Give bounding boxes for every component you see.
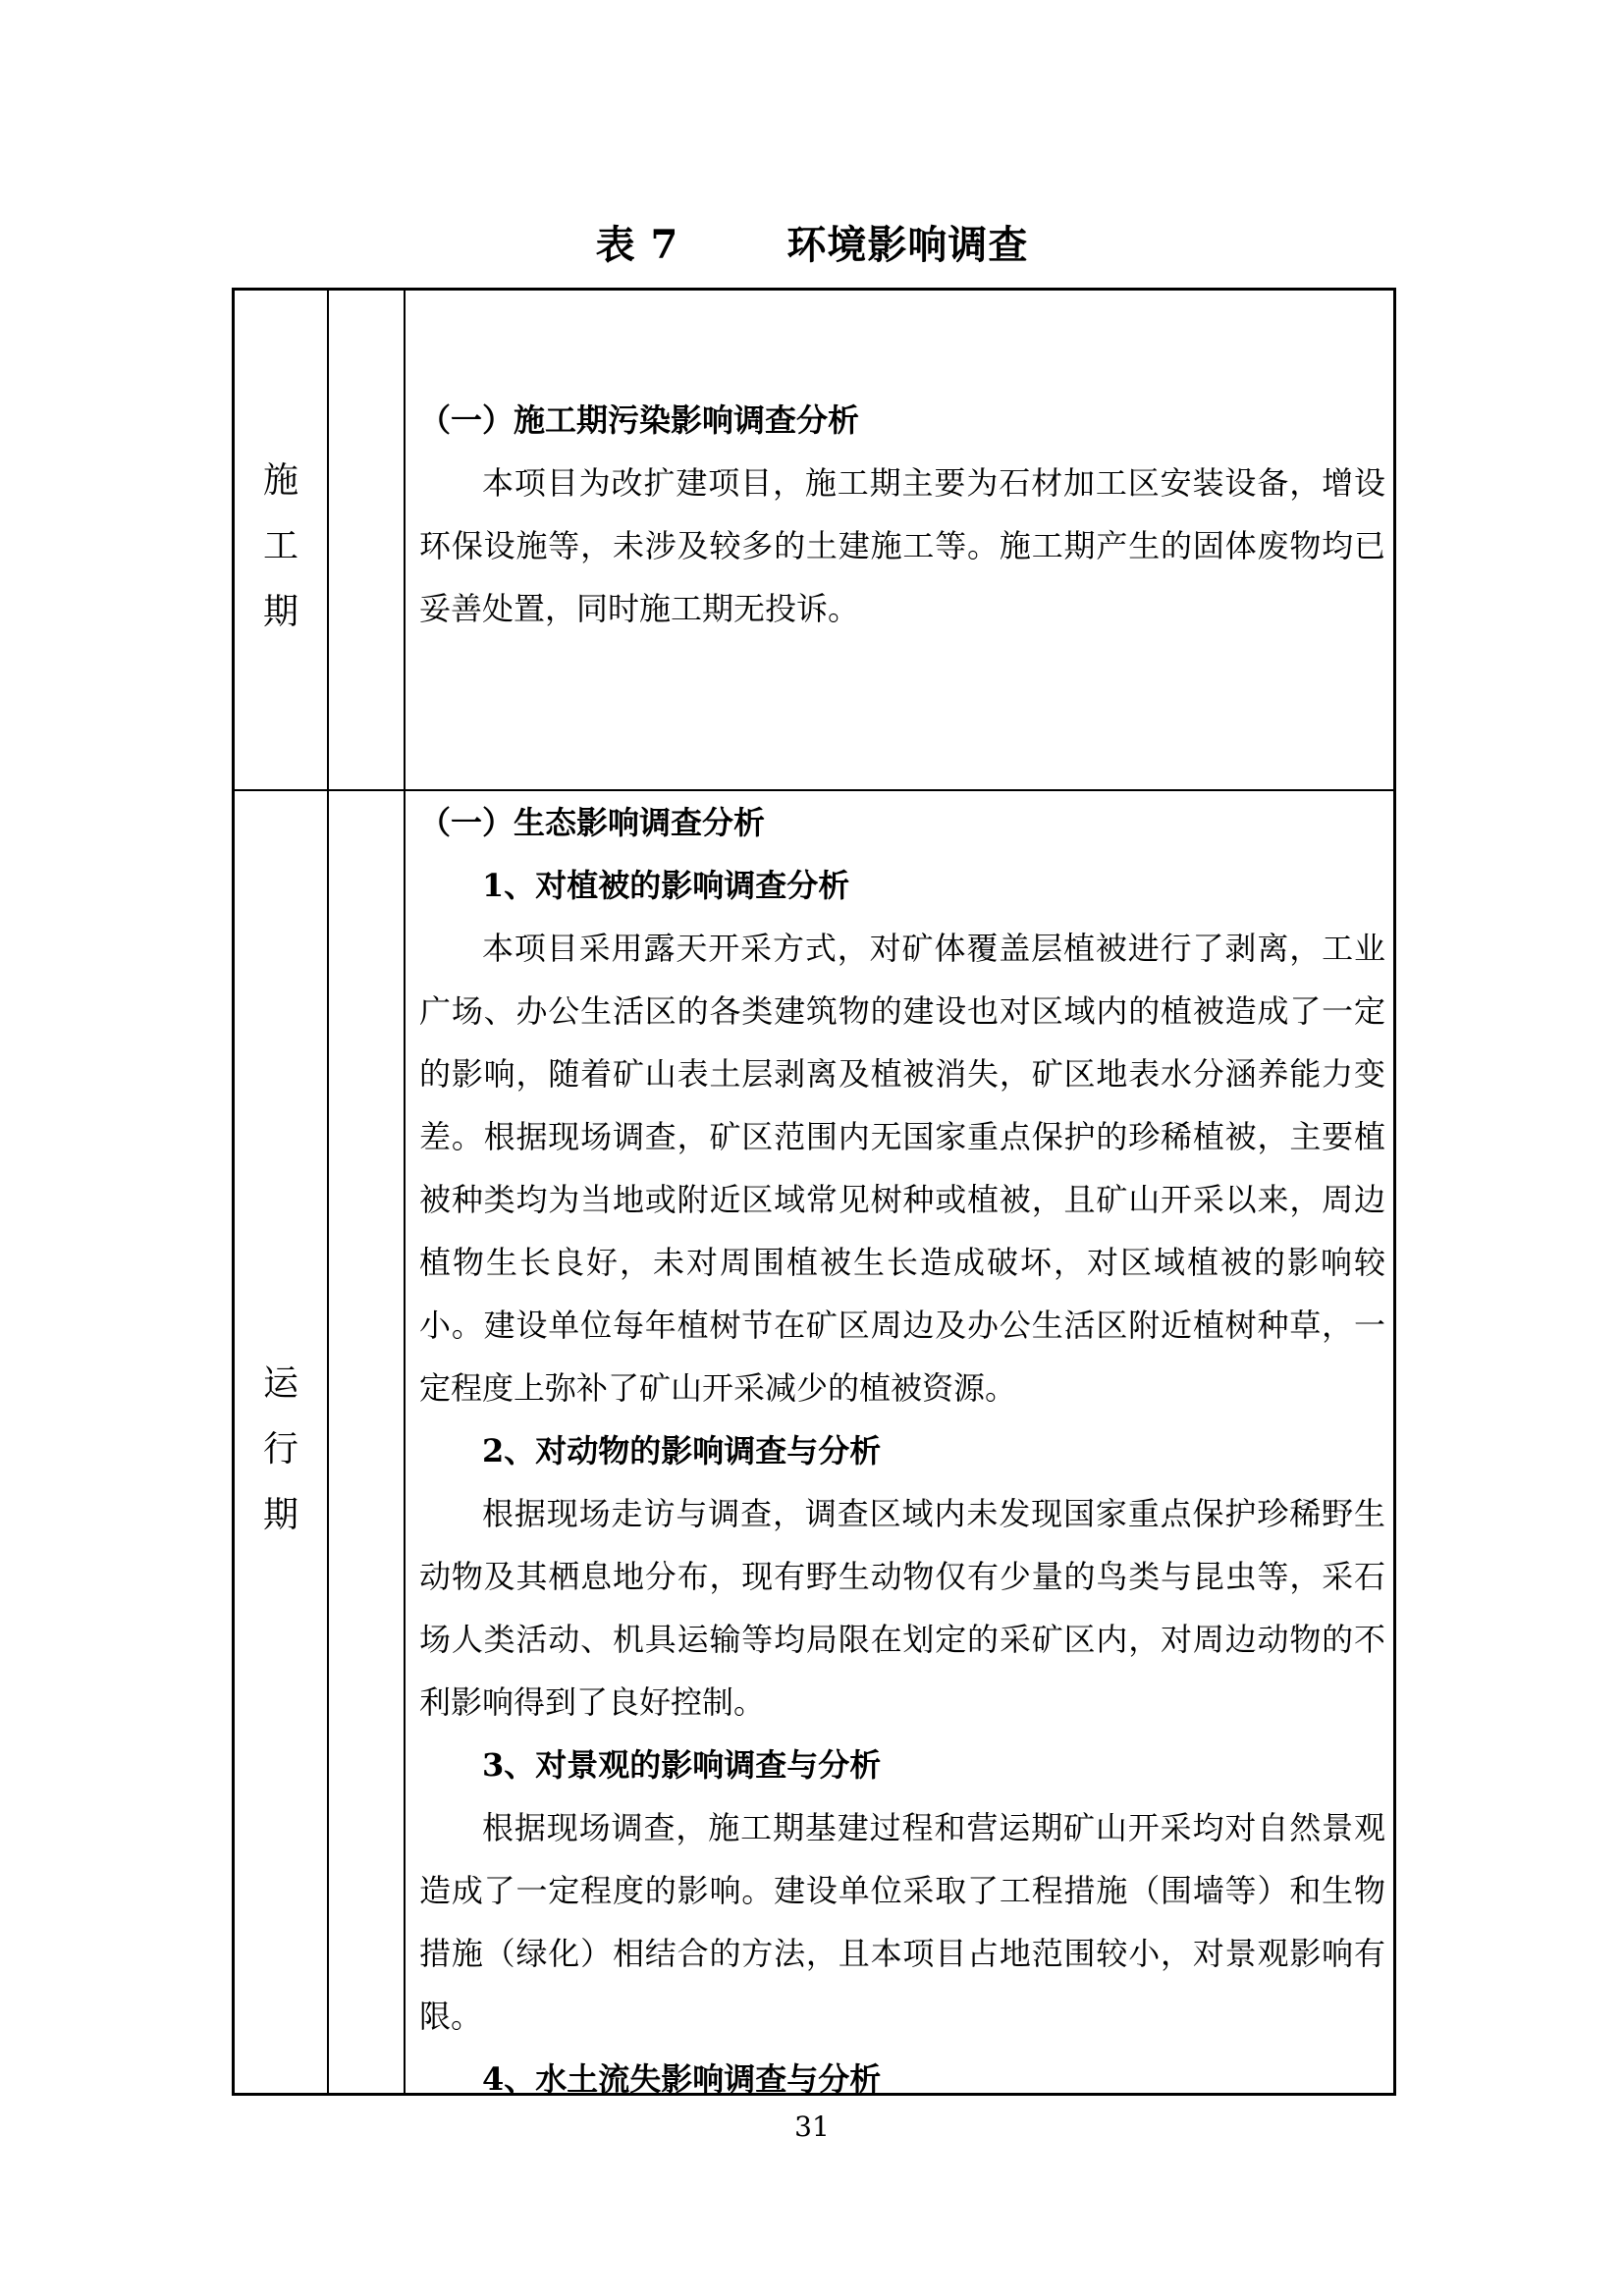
page-number: 31 [794,2110,830,2143]
section-paragraph-animals: 根据现场走访与调查，调查区域内未发现国家重点保护珍稀野生动物及其栖息地分布，现有野生动物仅有少量的鸟类与昆虫等，采石场人类活动、机具运输等均局限在划定的采矿区内，对周边动物的不利影响得到了良好控制。 [419,1495,1385,1721]
section-heading-soil-erosion: 4、水土流失影响调查与分析 [482,2060,882,2098]
survey-table [232,288,1396,2096]
section-paragraph-landscape: 根据现场调查，施工期基建过程和营运期矿山开采均对自然景观造成了一定程度的影响。建设单位采取了工程措施（围墙等）和生物措施（绿化）相结合的方法，且本项目占地范围较小，对景观影响有限。 [419,1809,1385,2035]
construction-content [419,389,1385,640]
construction-paragraph: 本项目为改扩建项目，施工期主要为石材加工区安装设备，增设环保设施等，未涉及较多的土建施工等。施工期产生的固体废物均已妥善处置，同时施工期无投诉。 [419,464,1385,627]
table-number: 表 7 [595,222,679,268]
section-heading-animals: 2、对动物的影响调查与分析 [482,1432,882,1469]
operation-heading: （一）生态影响调查分析 [419,804,766,841]
section-heading-landscape: 3、对景观的影响调查与分析 [482,1746,882,1784]
section-paragraph-vegetation: 本项目采用露天开采方式，对矿体覆盖层植被进行了剥离，工业广场、办公生活区的各类建筑物的建设也对区域内的植被造成了一定的影响，随着矿山表土层剥离及植被消失，矿区地表水分涵养能力变差。根据现场调查，矿区范围内无国家重点保护的珍稀植被，主要植被种类均为当地或附近区域常见树种或植被，且矿山开采以来，周边植物生长良好，未对周围植被生长造成破坏，对区域植被的影响较小。建设单位每年植树节在矿区周边及办公生活区附近植树种草，一定程度上弥补了矿山开采减少的植被资源。 [419,930,1385,1407]
construction-period-label: 施 工 期 [262,460,298,632]
column-divider [404,291,406,2093]
construction-heading: （一）施工期污染影响调查分析 [419,401,860,439]
section-heading-vegetation: 1、对植被的影响调查分析 [482,867,850,904]
table-title [0,214,1624,270]
column-divider [327,291,329,2093]
table-title-text: 环境影响调查 [786,222,1029,268]
operation-period-label: 运 行 期 [262,1363,298,1535]
operation-content [419,791,1385,2110]
